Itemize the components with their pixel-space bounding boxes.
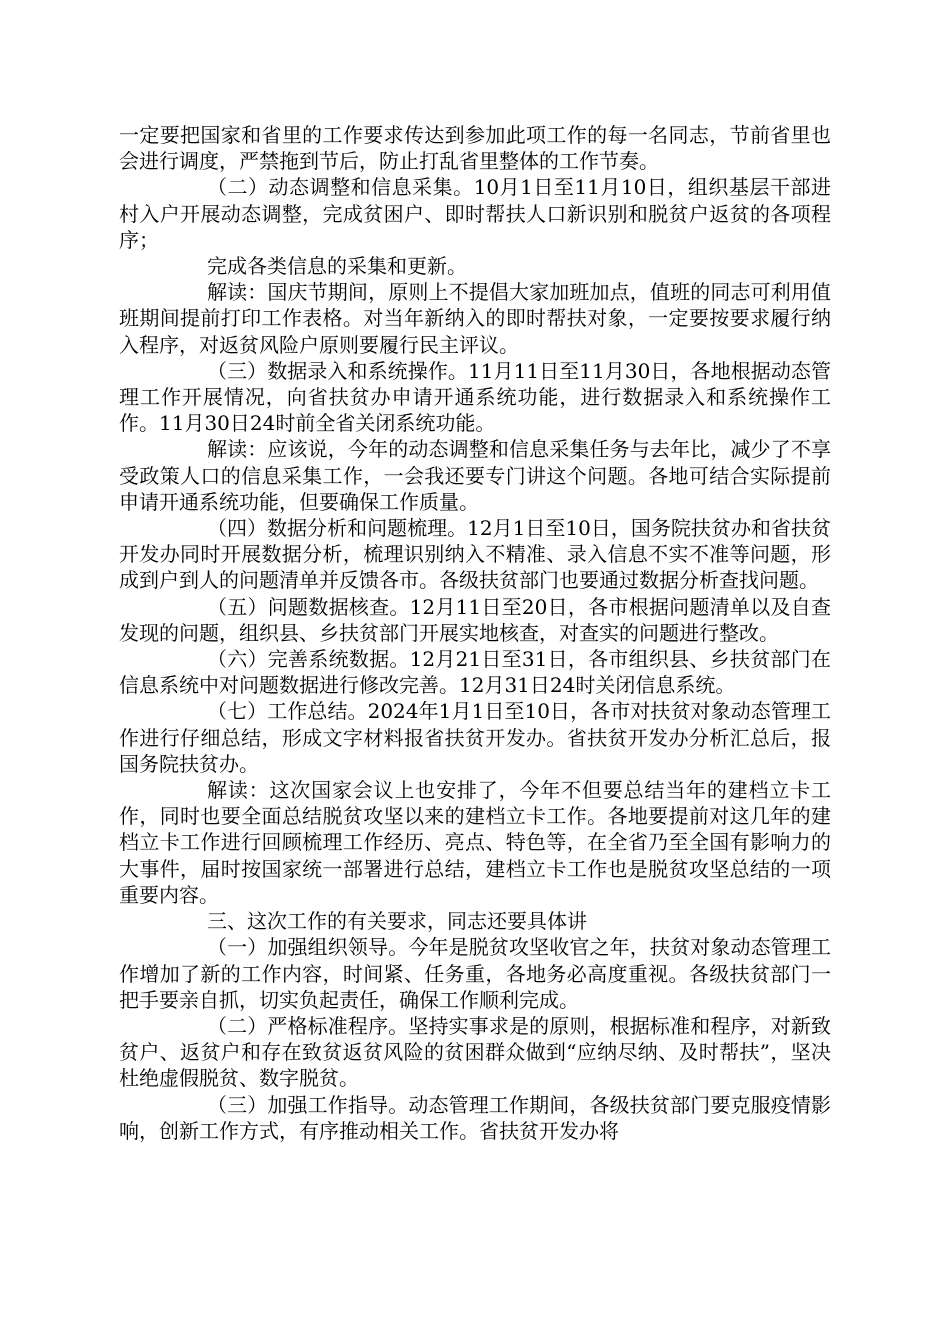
paragraph-10: （七）工作总结。2024年1月1日至10日，各市对扶贫对象动态管理工作进行仔细总结，形成文字材料报省扶贫开发办。省扶贫开发办分析汇总后，报国务院扶贫办。	[119, 699, 831, 776]
document-body	[119, 122, 831, 1144]
paragraph-6: 解读：应该说，今年的动态调整和信息采集任务与去年比，减少了不享受政策人口的信息采集工作，一会我还要专门讲这个问题。各地可结合实际提前申请开通系统功能，但要确保工作质量。	[119, 437, 831, 514]
paragraph-7: （四）数据分析和问题梳理。12月1日至10日，国务院扶贫办和省扶贫开发办同时开展数据分析，梳理识别纳入不精准、录入信息不实不准等问题，形成到户到人的问题清单并反馈各市。各级扶贫部门也要通过数据分析查找问题。	[119, 516, 831, 593]
section-heading-3: 三、这次工作的有关要求，同志还要具体讲	[207, 909, 587, 934]
paragraph-2: （二）动态调整和信息采集。10月1日至11月10日，组织基层干部进村入户开展动态调整，完成贫困户、即时帮扶人口新识别和脱贫户返贫的各项程序；	[119, 175, 831, 252]
paragraph-9: （六）完善系统数据。12月21日至31日，各市组织县、乡扶贫部门在信息系统中对问题数据进行修改完善。12月31日24时关闭信息系统。	[119, 647, 831, 698]
paragraph-14: （二）严格标准程序。坚持实事求是的原则，根据标准和程序，对新致贫户、返贫户和存在致贫返贫风险的贫困群众做到“应纳尽纳、及时帮扶”，坚决杜绝虚假脱贫、数字脱贫。	[119, 1013, 831, 1091]
paragraph-11: 解读：这次国家会议上也安排了，今年不但要总结当年的建档立卡工作，同时也要全面总结脱贫攻坚以来的建档立卡工作。各地要提前对这几年的建档立卡工作进行回顾梳理工作经历、亮点、特色等，在全省乃至全国有影响力的大事件，届时按国家统一部署进行总结，建档立卡工作也是脱贫攻坚总结的一项重要内容。	[119, 778, 831, 907]
paragraph-8: （五）问题数据核查。12月11日至20日，各市根据问题清单以及自查发现的问题，组织县、乡扶贫部门开展实地核查，对查实的问题进行整改。	[119, 594, 831, 645]
paragraph-5: （三）数据录入和系统操作。11月11日至11月30日，各地根据动态管理工作开展情况，向省扶贫办申请开通系统功能，进行数据录入和系统操作工作。11月30日24时前全省关闭系统功能。	[119, 358, 831, 436]
paragraph-15: （三）加强工作指导。动态管理工作期间，各级扶贫部门要克服疫情影响，创新工作方式，有序推动相关工作。省扶贫开发办将	[119, 1092, 831, 1143]
paragraph-13: （一）加强组织领导。今年是脱贫攻坚收官之年，扶贫对象动态管理工作增加了新的工作内容，时间紧、任务重，各地务必高度重视。各级扶贫部门一把手要亲自抓，切实负起责任，确保工作顺利完成。	[119, 935, 831, 1012]
paragraph-3: 完成各类信息的采集和更新。	[207, 254, 467, 279]
paragraph-1: 一定要把国家和省里的工作要求传达到参加此项工作的每一名同志，节前省里也会进行调度，严禁拖到节后，防止打乱省里整体的工作节奏。	[119, 123, 831, 174]
paragraph-4: 解读：国庆节期间，原则上不提倡大家加班加点，值班的同志可利用值班期间提前打印工作表格。对当年新纳入的即时帮扶对象，一定要按要求履行纳入程序，对返贫风险户原则要履行民主评议。	[119, 280, 831, 357]
